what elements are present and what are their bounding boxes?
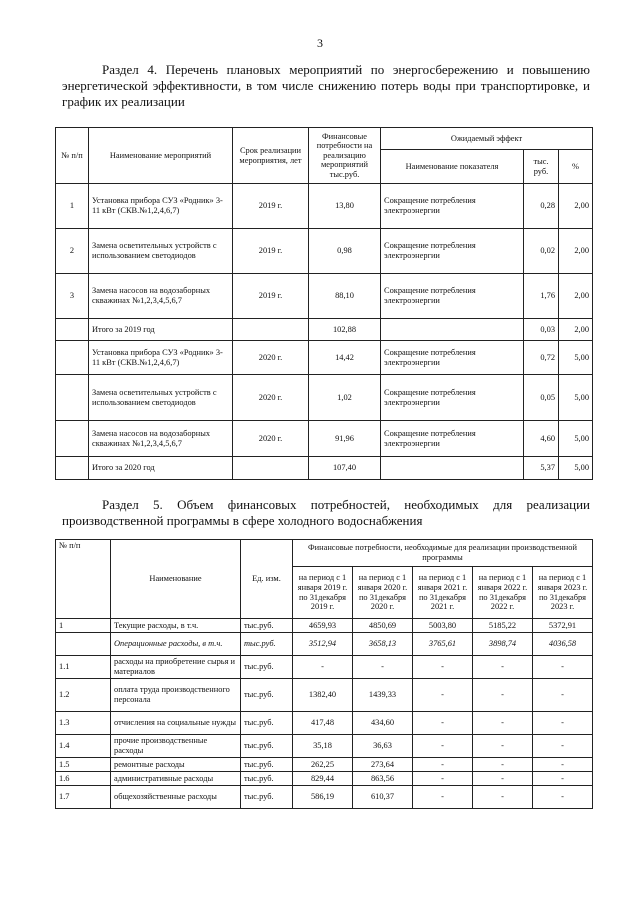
cell-value: 35,18 <box>293 735 353 758</box>
cell-num: 1.3 <box>56 712 111 735</box>
cell-value: - <box>473 712 533 735</box>
cell-value: 273,64 <box>353 758 413 772</box>
cell-value: - <box>533 786 593 809</box>
cell-percent: 5,00 <box>559 421 593 457</box>
cell-percent: 5,00 <box>559 375 593 421</box>
cell-name: Итого за 2019 год <box>89 319 233 341</box>
cell-percent: 2,00 <box>559 274 593 319</box>
cell-value: 863,56 <box>353 772 413 786</box>
cell-value: 1382,40 <box>293 679 353 712</box>
table-row <box>56 229 593 274</box>
cell-value: - <box>413 786 473 809</box>
cell-name: расходы на приобретение сырья и материалов <box>111 656 241 679</box>
table-row <box>56 712 593 735</box>
cell-finance: 0,98 <box>309 229 381 274</box>
cell-unit: тыс.руб. <box>241 772 293 786</box>
cell-value: 586,19 <box>293 786 353 809</box>
cell-name: административные расходы <box>111 772 241 786</box>
header-name: Наименование <box>111 540 241 619</box>
cell-thousand: 4,60 <box>524 421 559 457</box>
header-period-2021: на период с 1 января 2021 г. по 31декабря 2021 г. <box>413 567 473 619</box>
cell-value: - <box>473 679 533 712</box>
cell-name: Итого за 2020 год <box>89 457 233 480</box>
header-name: Наименование мероприятий <box>89 128 233 184</box>
cell-num <box>56 319 89 341</box>
cell-value: 3658,13 <box>353 633 413 656</box>
cell-name: отчисления на социальные нужды <box>111 712 241 735</box>
header-period-2022: на период с 1 января 2022 г. по 31декабря 2022 г. <box>473 567 533 619</box>
cell-value: - <box>293 656 353 679</box>
header-percent: % <box>559 150 593 184</box>
cell-value: 3898,74 <box>473 633 533 656</box>
cell-percent: 2,00 <box>559 184 593 229</box>
cell-name: Замена насосов на водозаборных скважинах №1,2,3,4,5,6,7 <box>89 421 233 457</box>
table-row <box>56 735 593 758</box>
cell-term: 2019 г. <box>233 274 309 319</box>
cell-thousand: 1,76 <box>524 274 559 319</box>
cell-value: 4850,69 <box>353 619 413 633</box>
cell-value: - <box>473 735 533 758</box>
cell-percent: 2,00 <box>559 229 593 274</box>
cell-unit: тыс.руб. <box>241 633 293 656</box>
cell-value: 5185,22 <box>473 619 533 633</box>
cell-value: 4659,93 <box>293 619 353 633</box>
cell-name: Текущие расходы, в т.ч. <box>111 619 241 633</box>
cell-value: 3512,94 <box>293 633 353 656</box>
cell-indicator <box>381 319 524 341</box>
cell-num: 1.4 <box>56 735 111 758</box>
cell-term: 2020 г. <box>233 341 309 375</box>
table-row <box>56 772 593 786</box>
cell-finance: 107,40 <box>309 457 381 480</box>
header-period-2020: на период с 1 января 2020 г. по 31декабря 2020 г. <box>353 567 413 619</box>
header-indicator: Наименование показателя <box>381 150 524 184</box>
cell-value: - <box>533 712 593 735</box>
cell-value: - <box>413 679 473 712</box>
cell-indicator: Сокращение потребления электроэнергии <box>381 184 524 229</box>
header-effect: Ожидаемый эффект <box>381 128 593 150</box>
cell-value: 262,25 <box>293 758 353 772</box>
cell-indicator: Сокращение потребления электроэнергии <box>381 229 524 274</box>
cell-value: - <box>413 656 473 679</box>
cell-finance: 1,02 <box>309 375 381 421</box>
cell-name: Замена осветительных устройств с использованием светодиодов <box>89 375 233 421</box>
cell-value: 434,60 <box>353 712 413 735</box>
cell-value: - <box>533 679 593 712</box>
cell-value: - <box>353 656 413 679</box>
cell-value: 610,37 <box>353 786 413 809</box>
cell-percent: 5,00 <box>559 457 593 480</box>
cell-num: 1.7 <box>56 786 111 809</box>
table-row <box>56 341 593 375</box>
cell-unit: тыс.руб. <box>241 786 293 809</box>
cell-value: - <box>413 712 473 735</box>
table-row <box>56 633 593 656</box>
cell-name: Замена осветительных устройств с использованием светодиодов <box>89 229 233 274</box>
header-term: Срок реализации мероприятия, лет <box>233 128 309 184</box>
cell-num <box>56 633 111 656</box>
cell-value: - <box>533 758 593 772</box>
cell-indicator <box>381 457 524 480</box>
cell-name: общехозяйственные расходы <box>111 786 241 809</box>
cell-name: Установка прибора СУЗ «Родник» 3-11 кВт (СКВ.№1,2,4,6,7) <box>89 341 233 375</box>
cell-num: 1 <box>56 619 111 633</box>
cell-name: Замена насосов на водозаборных скважинах №1,2,3,4,5,6,7 <box>89 274 233 319</box>
cell-term <box>233 319 309 341</box>
table-row <box>56 184 593 229</box>
header-num: № п/п <box>56 540 111 619</box>
cell-num: 1.6 <box>56 772 111 786</box>
table-row <box>56 656 593 679</box>
cell-finance: 91,96 <box>309 421 381 457</box>
cell-finance: 102,88 <box>309 319 381 341</box>
cell-unit: тыс.руб. <box>241 679 293 712</box>
table-row <box>56 375 593 421</box>
table-row <box>56 421 593 457</box>
cell-term: 2019 г. <box>233 229 309 274</box>
cell-term: 2019 г. <box>233 184 309 229</box>
cell-indicator: Сокращение потребления электроэнергии <box>381 341 524 375</box>
cell-value: 36,63 <box>353 735 413 758</box>
energy-measures-table <box>55 127 593 480</box>
cell-value: - <box>473 758 533 772</box>
table-row <box>56 274 593 319</box>
cell-thousand: 0,05 <box>524 375 559 421</box>
header-finance: Финансовые потребности на реализацию мероприятий тыс.руб. <box>309 128 381 184</box>
cell-value: 5003,80 <box>413 619 473 633</box>
cell-value: - <box>533 656 593 679</box>
cell-value: - <box>413 758 473 772</box>
cell-num <box>56 457 89 480</box>
header-unit: Ед. изм. <box>241 540 293 619</box>
cell-num: 1 <box>56 184 89 229</box>
cell-unit: тыс.руб. <box>241 712 293 735</box>
header-num: № п/п <box>56 128 89 184</box>
cell-value: 3765,61 <box>413 633 473 656</box>
cell-thousand: 5,37 <box>524 457 559 480</box>
cell-num <box>56 421 89 457</box>
table-row-total <box>56 319 593 341</box>
cell-indicator: Сокращение потребления электроэнергии <box>381 274 524 319</box>
cell-indicator: Сокращение потребления электроэнергии <box>381 421 524 457</box>
cell-value: - <box>473 772 533 786</box>
table-row <box>56 758 593 772</box>
cell-finance: 88,10 <box>309 274 381 319</box>
cell-finance: 14,42 <box>309 341 381 375</box>
cell-thousand: 0,72 <box>524 341 559 375</box>
header-period-2023: на период с 1 января 2023 г. по 31декабря 2023 г. <box>533 567 593 619</box>
cell-percent: 2,00 <box>559 319 593 341</box>
cell-thousand: 0,28 <box>524 184 559 229</box>
cell-term: 2020 г. <box>233 421 309 457</box>
cell-num <box>56 375 89 421</box>
cell-value: 829,44 <box>293 772 353 786</box>
cell-value: 5372,91 <box>533 619 593 633</box>
cell-thousand: 0,02 <box>524 229 559 274</box>
cell-unit: тыс.руб. <box>241 735 293 758</box>
cell-value: 1439,33 <box>353 679 413 712</box>
table-row <box>56 679 593 712</box>
cell-value: - <box>533 772 593 786</box>
cell-unit: тыс.руб. <box>241 758 293 772</box>
cell-name: ремонтные расходы <box>111 758 241 772</box>
financial-needs-table <box>55 539 593 809</box>
section5-title: Раздел 5. Объем финансовых потребностей, необходимых для реализации производственной программы в сфере холодного водоснабжения <box>62 497 590 528</box>
cell-num: 2 <box>56 229 89 274</box>
header-thousand: тыс. руб. <box>524 150 559 184</box>
cell-unit: тыс.руб. <box>241 619 293 633</box>
cell-num <box>56 341 89 375</box>
header-finance: Финансовые потребности, необходимые для реализации производственной программы <box>293 540 593 567</box>
cell-value: 417,48 <box>293 712 353 735</box>
table-row-total <box>56 457 593 480</box>
cell-value: - <box>413 772 473 786</box>
cell-thousand: 0,03 <box>524 319 559 341</box>
cell-indicator: Сокращение потребления электроэнергии <box>381 375 524 421</box>
cell-percent: 5,00 <box>559 341 593 375</box>
cell-value: - <box>413 735 473 758</box>
table-row <box>56 619 593 633</box>
cell-name: Операционные расходы, в т.ч. <box>111 633 241 656</box>
cell-term <box>233 457 309 480</box>
cell-unit: тыс.руб. <box>241 656 293 679</box>
cell-name: оплата труда производственного персонала <box>111 679 241 712</box>
table-row <box>56 786 593 809</box>
cell-num: 1.2 <box>56 679 111 712</box>
cell-num: 1.1 <box>56 656 111 679</box>
section4-title: Раздел 4. Перечень плановых мероприятий по энергосбережению и повышению энергетической эффективности, в том числе снижению потерь воды при транспортировке, и график их реализации <box>62 62 590 109</box>
cell-finance: 13,80 <box>309 184 381 229</box>
cell-value: - <box>473 656 533 679</box>
page-number: 3 <box>317 36 323 50</box>
cell-term: 2020 г. <box>233 375 309 421</box>
cell-value: - <box>533 735 593 758</box>
cell-num: 3 <box>56 274 89 319</box>
header-period-2019: на период с 1 января 2019 г. по 31декабря 2019 г. <box>293 567 353 619</box>
cell-name: прочие производственные расходы <box>111 735 241 758</box>
cell-num: 1.5 <box>56 758 111 772</box>
cell-name: Установка прибора СУЗ «Родник» 3-11 кВт (СКВ.№1,2,4,6,7) <box>89 184 233 229</box>
cell-value: - <box>473 786 533 809</box>
cell-value: 4036,58 <box>533 633 593 656</box>
